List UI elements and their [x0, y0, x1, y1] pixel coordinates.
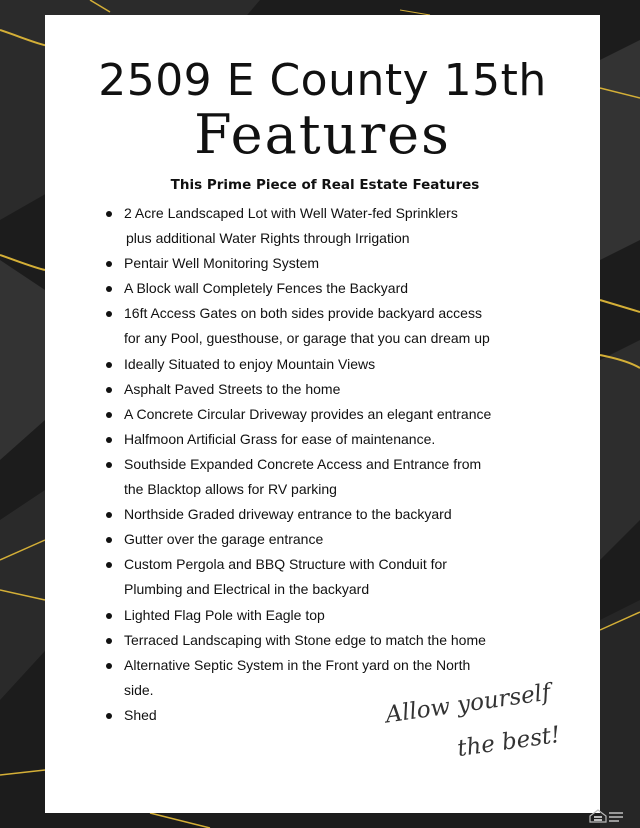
feature-item: [103, 502, 491, 527]
feature-item: [103, 628, 491, 653]
tagline-line-1: Allow yourself: [383, 679, 553, 729]
feature-item: [103, 301, 491, 351]
bullet-icon: [106, 462, 112, 468]
feature-item: [103, 251, 491, 276]
feature-text: A Concrete Circular Driveway provides an elegant entrance: [124, 405, 492, 422]
feature-item: [103, 603, 491, 628]
property-address-title: 2509 E County 15th: [98, 55, 547, 106]
bullet-icon: [106, 638, 112, 644]
bullet-icon: [106, 261, 112, 267]
features-heading: This Prime Piece of Real Estate Features: [170, 177, 480, 193]
feature-list: [103, 201, 491, 728]
feature-item: [103, 552, 491, 602]
bullet-icon: [106, 362, 112, 368]
feature-text: Alternative Septic System in the Front yard on the North: [124, 656, 471, 673]
feature-text: 2 Acre Landscaped Lot with Well Water-fed Sprinklers: [124, 205, 458, 221]
feature-text: A Block wall Completely Fences the Backyard: [124, 280, 409, 297]
bullet-icon: [106, 387, 112, 393]
bullet-icon: [106, 562, 112, 568]
feature-item: [103, 276, 491, 301]
feature-text: Ideally Situated to enjoy Mountain Views: [124, 355, 376, 372]
bullet-icon: [106, 713, 112, 719]
feature-item: [103, 427, 491, 452]
bullet-icon: [106, 663, 112, 669]
feature-text: Gutter over the garage entrance: [124, 531, 324, 548]
feature-text: side.: [124, 681, 154, 698]
feature-text: Southside Expanded Concrete Access and Entrance from: [124, 455, 482, 472]
feature-text: Northside Graded driveway entrance to the backyard: [124, 506, 452, 523]
feature-item: [103, 452, 491, 502]
feature-text: Plumbing and Electrical in the backyard: [124, 581, 370, 598]
feature-text: Halfmoon Artificial Grass for ease of maintenance.: [124, 430, 436, 447]
bullet-icon: [106, 286, 112, 292]
bullet-icon: [106, 412, 112, 418]
equal-housing-opportunity-icon: [586, 806, 626, 824]
feature-text: Asphalt Paved Streets to the home: [124, 380, 341, 397]
feature-text: Shed: [124, 706, 157, 723]
feature-item: [103, 402, 491, 427]
feature-item: [103, 377, 491, 402]
feature-item: [103, 201, 491, 251]
feature-text: Terraced Landscaping with Stone edge to match the home: [124, 631, 486, 648]
tagline-line-2: the best!: [455, 721, 562, 763]
bullet-icon: [106, 311, 112, 317]
feature-item: [103, 352, 491, 377]
bullet-icon: [106, 537, 112, 543]
features-subtitle: Features: [194, 103, 451, 166]
features-card: [45, 15, 600, 813]
tagline: [375, 679, 585, 785]
feature-text: plus additional Water Rights through Irrigation: [126, 230, 410, 247]
feature-text: Lighted Flag Pole with Eagle top: [124, 606, 325, 623]
feature-text: Pentair Well Monitoring System: [124, 255, 320, 272]
feature-text: the Blacktop allows for RV parking: [124, 481, 337, 498]
feature-item: [103, 527, 491, 552]
feature-text: Custom Pergola and BBQ Structure with Conduit for: [124, 556, 447, 573]
feature-text: 16ft Access Gates on both sides provide backyard access: [124, 305, 482, 322]
feature-text: for any Pool, guesthouse, or garage that you can dream up: [124, 330, 490, 347]
bullet-icon: [106, 437, 112, 443]
bullet-icon: [106, 512, 112, 518]
bullet-icon: [106, 613, 112, 619]
bullet-icon: [106, 211, 112, 217]
